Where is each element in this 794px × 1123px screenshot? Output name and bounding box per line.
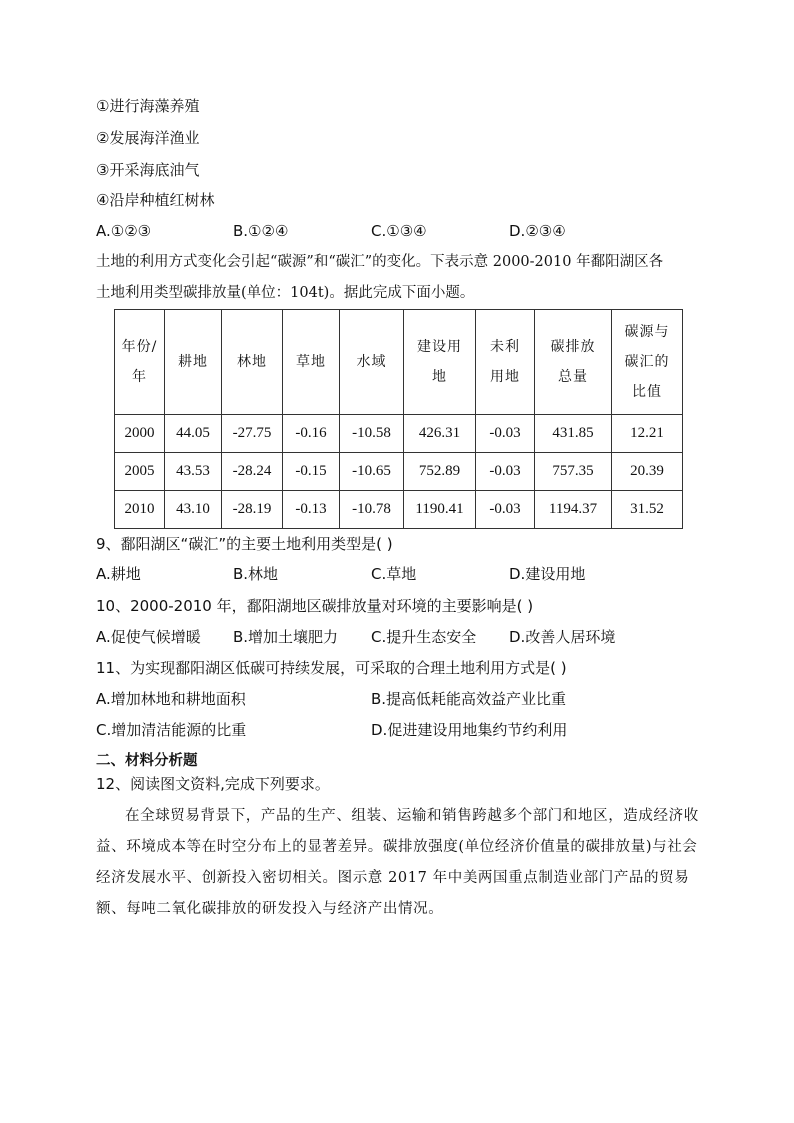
q12-stem: 12、阅读图文资料,完成下列要求。 [96, 775, 330, 793]
table-cell: -0.03 [476, 491, 535, 529]
q11-option-b: B.提高低耗能高效益产业比重 [371, 690, 567, 708]
table-cell: -28.24 [222, 453, 283, 491]
q9-option-c: C.草地 [371, 565, 417, 583]
header-construction: 建设用地 [404, 310, 476, 415]
table-cell: -0.16 [283, 415, 340, 453]
table-cell: 757.35 [535, 453, 612, 491]
q12-paragraph: 在全球贸易背景下，产品的生产、组装、运输和销售跨越多个部门和地区，造成经济收益、环境成本等在时空分布上的显著差异。碳排放强度(单位经济价值量的碳排放量)与社会经济发展水平、创新投入密切相关。图示意 2017 年中美两国重点制造业部门产品的贸易额、每吨二氧化碳排放的研发投入与经济产出情况。 [96, 808, 699, 917]
table-cell: 426.31 [404, 415, 476, 453]
table-cell: -10.78 [340, 491, 404, 529]
section-2-title: 二、材料分析题 [96, 753, 198, 769]
table-cell: 2005 [115, 453, 165, 491]
header-unused: 未利用地 [476, 310, 535, 415]
q11-option-a: A.增加林地和耕地面积 [96, 690, 246, 708]
prev-item-4: ④沿岸种植红树林 [96, 191, 215, 209]
prev-item-2: ②发展海洋渔业 [96, 129, 200, 147]
prev-option-a: A.①②③ [96, 222, 152, 240]
q9-option-b: B.林地 [233, 565, 279, 583]
table-cell: -10.65 [340, 453, 404, 491]
prev-option-c: C.①③④ [371, 222, 427, 240]
table-header-row [115, 310, 683, 415]
q9-option-a: A.耕地 [96, 565, 141, 583]
table-cell: 43.10 [165, 491, 222, 529]
table-cell: 1194.37 [535, 491, 612, 529]
q9-option-d: D.建设用地 [509, 565, 586, 583]
table-cell: 44.05 [165, 415, 222, 453]
table-cell: -28.19 [222, 491, 283, 529]
header-grassland: 草地 [283, 310, 340, 415]
prev-item-1: ①进行海藻养殖 [96, 97, 200, 115]
table-cell: 2000 [115, 415, 165, 453]
q11-stem: 11、为实现鄱阳湖区低碳可持续发展，可采取的合理土地利用方式是( ) [96, 659, 567, 677]
header-cropland: 耕地 [165, 310, 222, 415]
table-cell: 2010 [115, 491, 165, 529]
header-forest: 林地 [222, 310, 283, 415]
header-ratio: 碳源与碳汇的比值 [612, 310, 683, 415]
q11-option-c: C.增加清洁能源的比重 [96, 721, 247, 739]
table-cell: -0.15 [283, 453, 340, 491]
q10-option-b: B.增加土壤肥力 [233, 628, 339, 646]
table-cell: 431.85 [535, 415, 612, 453]
table-cell: 1190.41 [404, 491, 476, 529]
q11-option-d: D.促进建设用地集约节约利用 [371, 721, 568, 739]
table-cell: 752.89 [404, 453, 476, 491]
table-row [115, 415, 683, 453]
table-cell: -0.03 [476, 415, 535, 453]
table-cell: 20.39 [612, 453, 683, 491]
table-cell: -0.03 [476, 453, 535, 491]
table-row [115, 453, 683, 491]
intro-line-1: 土地的利用方式变化会引起“碳源”和“碳汇”的变化。下表示意 2000-2010 年鄱阳湖区各 [96, 254, 664, 270]
prev-option-b: B.①②④ [233, 222, 289, 240]
header-total: 碳排放总量 [535, 310, 612, 415]
prev-option-d: D.②③④ [509, 222, 566, 240]
table-cell: -10.58 [340, 415, 404, 453]
table-cell: 43.53 [165, 453, 222, 491]
table-cell: 12.21 [612, 415, 683, 453]
table-cell: -0.13 [283, 491, 340, 529]
table-cell: 31.52 [612, 491, 683, 529]
carbon-emission-table [114, 309, 683, 529]
table-cell: -27.75 [222, 415, 283, 453]
prev-item-3: ③开采海底油气 [96, 161, 200, 179]
table-row [115, 491, 683, 529]
intro-line-2: 土地利用类型碳排放量(单位：104t)。据此完成下面小题。 [96, 285, 475, 301]
header-water: 水域 [340, 310, 404, 415]
q10-option-a: A.促使气候增暖 [96, 628, 201, 646]
q10-stem: 10、2000-2010 年，鄱阳湖地区碳排放量对环境的主要影响是( ) [96, 597, 534, 615]
q10-option-d: D.改善人居环境 [509, 628, 616, 646]
q9-stem: 9、鄱阳湖区“碳汇”的主要土地利用类型是( ) [96, 535, 393, 553]
q10-option-c: C.提升生态安全 [371, 628, 477, 646]
header-year: 年份/年 [115, 310, 165, 415]
